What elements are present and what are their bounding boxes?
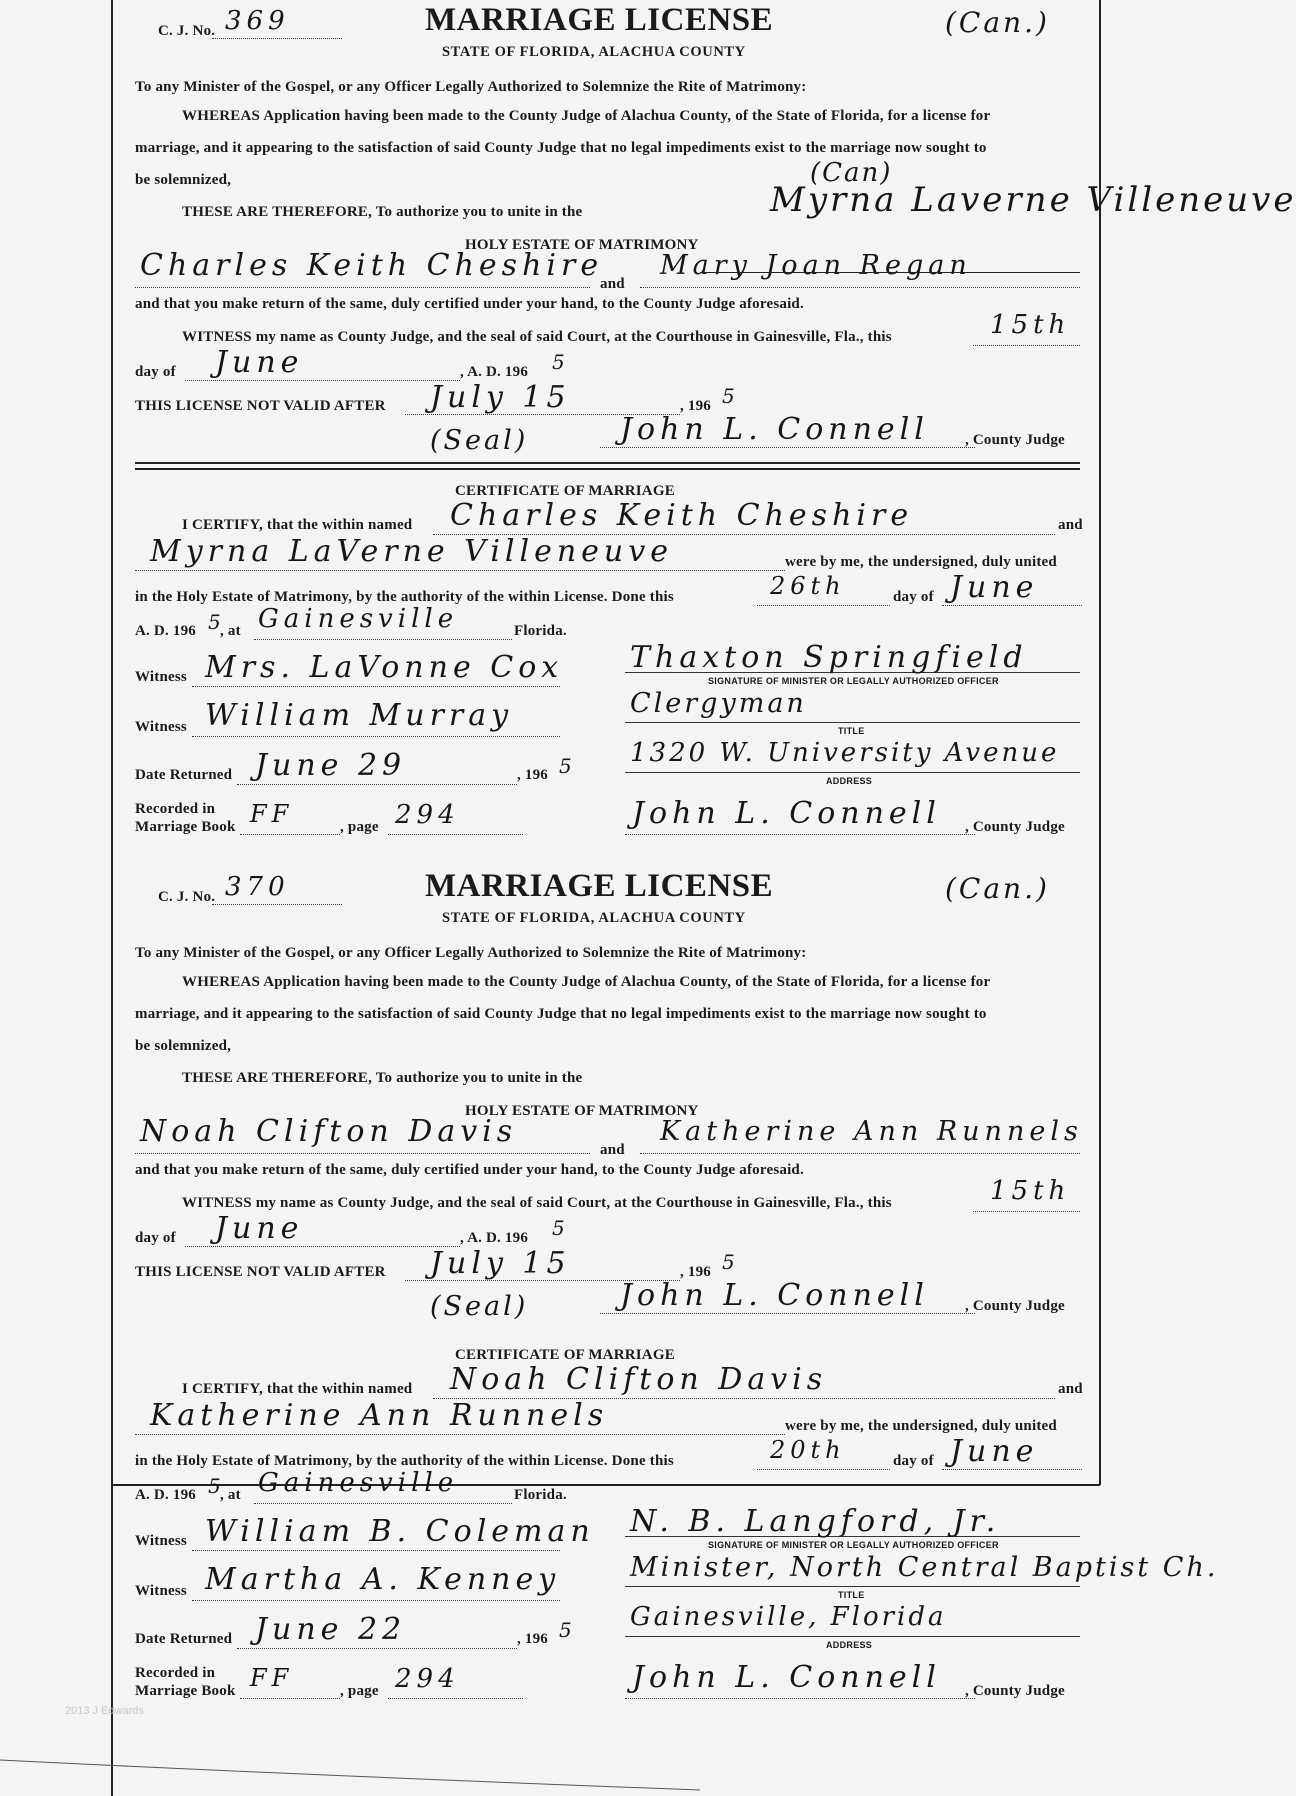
book: FF bbox=[250, 1664, 294, 1692]
certificate-title: CERTIFICATE OF MARRIAGE bbox=[455, 483, 675, 499]
cj-number: 369 bbox=[225, 6, 290, 36]
not-valid-year: 5 bbox=[722, 1250, 740, 1274]
title-line bbox=[625, 722, 1080, 723]
witness-1-line bbox=[192, 686, 560, 687]
groom-line bbox=[135, 287, 590, 288]
county-judge-label: , County Judge bbox=[965, 1298, 1065, 1314]
certify-label: I CERTIFY, that the within named bbox=[182, 1381, 413, 1397]
form-subtitle: STATE OF FLORIDA, ALACHUA COUNTY bbox=[442, 44, 746, 60]
county-judge-label: , County Judge bbox=[965, 432, 1065, 448]
page-line bbox=[388, 834, 523, 835]
book-line bbox=[240, 834, 340, 835]
therefore-line: THESE ARE THEREFORE, To authorize you to unite in the bbox=[182, 204, 583, 220]
issue-month: June bbox=[215, 1211, 304, 1246]
officer-title: Clergyman bbox=[630, 688, 807, 719]
not-valid-year: 5 bbox=[722, 384, 740, 408]
witness-line: WITNESS my name as County Judge, and the seal of said Court, at the Courthouse in Gainesville, Fla., this bbox=[182, 329, 892, 345]
page-label: , page bbox=[340, 1683, 379, 1699]
form-title: MARRIAGE LICENSE bbox=[425, 2, 774, 38]
divider-rule-top bbox=[135, 462, 1080, 464]
cert-bride: Katherine Ann Runnels bbox=[150, 1398, 609, 1433]
issue-month: June bbox=[215, 345, 304, 380]
therefore-line: THESE ARE THEREFORE, To authorize you to unite in the bbox=[182, 1070, 583, 1086]
whereas-line-2: marriage, and it appearing to the satisfaction of said County Judge that no legal impediments exist to the marriage now sought to bbox=[135, 1006, 987, 1022]
address-caption: ADDRESS bbox=[826, 1640, 873, 1650]
witness-line: WITNESS my name as County Judge, and the seal of said Court, at the Courthouse in Gainesville, Fla., this bbox=[182, 1195, 892, 1211]
holy-estate-line: in the Holy Estate of Matrimony, by the authority of the within License. Done this bbox=[135, 589, 674, 605]
day-of-label-2: day of bbox=[893, 589, 934, 605]
cert-groom: Charles Keith Cheshire bbox=[450, 498, 914, 533]
cert-groom: Noah Clifton Davis bbox=[450, 1362, 828, 1397]
done-month: June bbox=[950, 1434, 1039, 1469]
title-caption: TITLE bbox=[838, 726, 865, 736]
were-by-me: were by me, the undersigned, duly united bbox=[785, 1418, 1057, 1434]
officer-address: 1320 W. University Avenue bbox=[630, 738, 1060, 768]
issue-year: 5 bbox=[552, 350, 570, 374]
page-line bbox=[388, 1698, 523, 1699]
title-line bbox=[625, 1586, 1080, 1587]
witness-1-line bbox=[192, 1550, 560, 1551]
cert-bride: Myrna LaVerne Villeneuve bbox=[150, 534, 673, 569]
judge-line bbox=[600, 447, 975, 448]
witness-1: Mrs. LaVonne Cox bbox=[205, 650, 564, 685]
divider-rule-bottom bbox=[135, 468, 1080, 470]
seal: (Seal) bbox=[430, 1291, 529, 1322]
ad-label: , A. D. 196 bbox=[460, 1230, 529, 1246]
bride-name: Katherine Ann Runnels bbox=[660, 1116, 1083, 1147]
recorder-signature: John L. Connell bbox=[632, 796, 941, 831]
marriage-book-label: Marriage Book bbox=[135, 1683, 236, 1699]
whereas-line-1: WHEREAS Application having been made to the County Judge of Alachua County, of the State of Florida, for a license for bbox=[182, 108, 991, 124]
groom-line bbox=[135, 1153, 590, 1154]
issue-day: 15th bbox=[990, 310, 1071, 340]
whereas-line-1: WHEREAS Application having been made to the County Judge of Alachua County, of the State of Florida, for a license for bbox=[182, 974, 991, 990]
holy-estate-heading: HOLY ESTATE OF MATRIMONY bbox=[465, 1103, 699, 1119]
recorded-in-label: Recorded in bbox=[135, 1665, 216, 1681]
florida-label: Florida. bbox=[514, 1487, 567, 1503]
bride-correction: Myrna Laverne Villeneuve bbox=[770, 180, 1296, 220]
cert-bride-line bbox=[135, 570, 785, 571]
cert-and-label: and bbox=[1058, 517, 1083, 533]
corner-note: (Can.) bbox=[945, 872, 1050, 905]
form-title: MARRIAGE LICENSE bbox=[425, 868, 774, 904]
day-of-label: day of bbox=[135, 1230, 176, 1246]
witness-label-1: Witness bbox=[135, 669, 187, 685]
date-returned: June 29 bbox=[255, 748, 407, 783]
cj-label: C. J. No. bbox=[158, 889, 216, 905]
holy-estate-line: in the Holy Estate of Matrimony, by the authority of the within License. Done this bbox=[135, 1453, 674, 1469]
judge-line bbox=[600, 1313, 975, 1314]
place-line bbox=[254, 1503, 512, 1504]
seal: (Seal) bbox=[430, 425, 529, 456]
date-returned-label: Date Returned bbox=[135, 767, 233, 783]
whereas-line-3: be solemnized, bbox=[135, 172, 232, 188]
witness-label-2: Witness bbox=[135, 1583, 187, 1599]
bride-line bbox=[640, 287, 1080, 288]
recorder-line bbox=[625, 1698, 975, 1699]
officer-caption: SIGNATURE OF MINISTER OR LEGALLY AUTHORIZED OFFICER bbox=[708, 1540, 999, 1550]
cert-bride-line bbox=[135, 1434, 785, 1435]
form-subtitle: STATE OF FLORIDA, ALACHUA COUNTY bbox=[442, 910, 746, 926]
done-month-line bbox=[942, 1469, 1082, 1470]
date-returned: June 22 bbox=[255, 1612, 407, 1647]
not-valid-year-label: , 196 bbox=[680, 398, 711, 414]
marriage-book-label: Marriage Book bbox=[135, 819, 236, 835]
officer-signature: Thaxton Springfield bbox=[630, 640, 1028, 675]
issue-day-line bbox=[973, 1211, 1080, 1212]
groom-name: Noah Clifton Davis bbox=[140, 1114, 518, 1149]
address-line: To any Minister of the Gospel, or any Officer Legally Authorized to Solemnize the Rite of Matrimony: bbox=[135, 945, 807, 961]
witness-1: William B. Coleman bbox=[205, 1514, 595, 1549]
address-line bbox=[625, 772, 1080, 773]
at-label: , at bbox=[220, 1487, 241, 1503]
not-valid-year-label: , 196 bbox=[680, 1264, 711, 1280]
at-label: , at bbox=[220, 623, 241, 639]
done-day-line bbox=[757, 605, 890, 606]
issue-day-line bbox=[973, 345, 1080, 346]
done-day: 20th bbox=[770, 1436, 846, 1464]
return-line: and that you make return of the same, duly certified under your hand, to the County Judge aforesaid. bbox=[135, 296, 804, 312]
cj-number: 370 bbox=[225, 872, 290, 902]
holy-estate-heading: HOLY ESTATE OF MATRIMONY bbox=[465, 237, 699, 253]
were-by-me: were by me, the undersigned, duly united bbox=[785, 554, 1057, 570]
day-of-label: day of bbox=[135, 364, 176, 380]
recorded-in-label: Recorded in bbox=[135, 801, 216, 817]
not-valid-label: THIS LICENSE NOT VALID AFTER bbox=[135, 1264, 386, 1280]
groom-name: Charles Keith Cheshire bbox=[140, 248, 604, 283]
cert-and-label: and bbox=[1058, 1381, 1083, 1397]
page-number: 294 bbox=[395, 1664, 460, 1694]
page-label: , page bbox=[340, 819, 379, 835]
issue-month-line bbox=[185, 380, 460, 381]
officer-title: Minister, North Central Baptist Ch. bbox=[630, 1552, 1219, 1583]
officer-caption: SIGNATURE OF MINISTER OR LEGALLY AUTHORIZED OFFICER bbox=[708, 676, 999, 686]
officer-address: Gainesville, Florida bbox=[630, 1602, 947, 1632]
not-valid-date: July 15 bbox=[430, 1246, 571, 1281]
done-year: 5 bbox=[208, 1474, 226, 1498]
title-caption: TITLE bbox=[838, 1590, 865, 1600]
address-caption: ADDRESS bbox=[826, 776, 873, 786]
and-label: and bbox=[600, 276, 625, 292]
certificate-title: CERTIFICATE OF MARRIAGE bbox=[455, 1347, 675, 1363]
witness-2-line bbox=[192, 736, 560, 737]
place: Gainesville bbox=[258, 604, 459, 634]
return-line: and that you make return of the same, duly certified under your hand, to the County Judge aforesaid. bbox=[135, 1162, 804, 1178]
officer-signature: N. B. Langford, Jr. bbox=[630, 1504, 1001, 1539]
done-year: 5 bbox=[208, 610, 226, 634]
done-day-line bbox=[757, 1469, 890, 1470]
day-of-label-2: day of bbox=[893, 1453, 934, 1469]
book-line bbox=[240, 1698, 340, 1699]
bride-name: Mary Joan Regan bbox=[660, 250, 972, 281]
done-month-line bbox=[942, 605, 1082, 606]
witness-2: William Murray bbox=[205, 698, 514, 733]
corner-note: (Can.) bbox=[945, 6, 1050, 39]
cj-label: C. J. No. bbox=[158, 23, 216, 39]
cj-line bbox=[212, 904, 342, 905]
date-returned-label: Date Returned bbox=[135, 1631, 233, 1647]
cj-line bbox=[212, 38, 342, 39]
ad-label-2: A. D. 196 bbox=[135, 1487, 196, 1503]
returned-year: 5 bbox=[559, 754, 577, 778]
county-judge-label-2: , County Judge bbox=[965, 1683, 1065, 1699]
whereas-line-3: be solemnized, bbox=[135, 1038, 232, 1054]
place-line bbox=[254, 639, 512, 640]
ad-label: , A. D. 196 bbox=[460, 364, 529, 380]
certify-label: I CERTIFY, that the within named bbox=[182, 517, 413, 533]
page-number: 294 bbox=[395, 800, 460, 830]
book: FF bbox=[250, 800, 294, 828]
issue-month-line bbox=[185, 1246, 460, 1247]
witness-2: Martha A. Kenney bbox=[205, 1562, 561, 1597]
returned-year: 5 bbox=[559, 1618, 577, 1642]
recorder-line bbox=[625, 834, 975, 835]
not-valid-label: THIS LICENSE NOT VALID AFTER bbox=[135, 398, 386, 414]
judge-signature: John L. Connell bbox=[620, 412, 929, 447]
recorder-signature: John L. Connell bbox=[632, 1660, 941, 1695]
address-line bbox=[625, 1636, 1080, 1637]
bride-line bbox=[640, 1153, 1080, 1154]
watermark: 2013 J Edwards bbox=[65, 1705, 144, 1717]
date-returned-line bbox=[237, 784, 517, 785]
issue-day: 15th bbox=[990, 1176, 1071, 1206]
ad-label-2: A. D. 196 bbox=[135, 623, 196, 639]
and-label: and bbox=[600, 1142, 625, 1158]
place: Gainesville bbox=[258, 1468, 459, 1498]
witness-label-1: Witness bbox=[135, 1533, 187, 1549]
issue-year: 5 bbox=[552, 1216, 570, 1240]
correction-note: (Can) bbox=[810, 158, 893, 188]
witness-2-line bbox=[192, 1600, 560, 1601]
whereas-line-2: marriage, and it appearing to the satisfaction of said County Judge that no legal impediments exist to the marriage now sought to bbox=[135, 140, 987, 156]
not-valid-date: July 15 bbox=[430, 380, 571, 415]
witness-label-2: Witness bbox=[135, 719, 187, 735]
returned-year-label: , 196 bbox=[517, 1631, 548, 1647]
county-judge-label-2: , County Judge bbox=[965, 819, 1065, 835]
judge-signature: John L. Connell bbox=[620, 1278, 929, 1313]
date-returned-line bbox=[237, 1648, 517, 1649]
returned-year-label: , 196 bbox=[517, 767, 548, 783]
done-day: 26th bbox=[770, 572, 846, 600]
bride-strike bbox=[700, 272, 1080, 273]
done-month: June bbox=[950, 570, 1039, 605]
address-line: To any Minister of the Gospel, or any Officer Legally Authorized to Solemnize the Rite of Matrimony: bbox=[135, 79, 807, 95]
florida-label: Florida. bbox=[514, 623, 567, 639]
